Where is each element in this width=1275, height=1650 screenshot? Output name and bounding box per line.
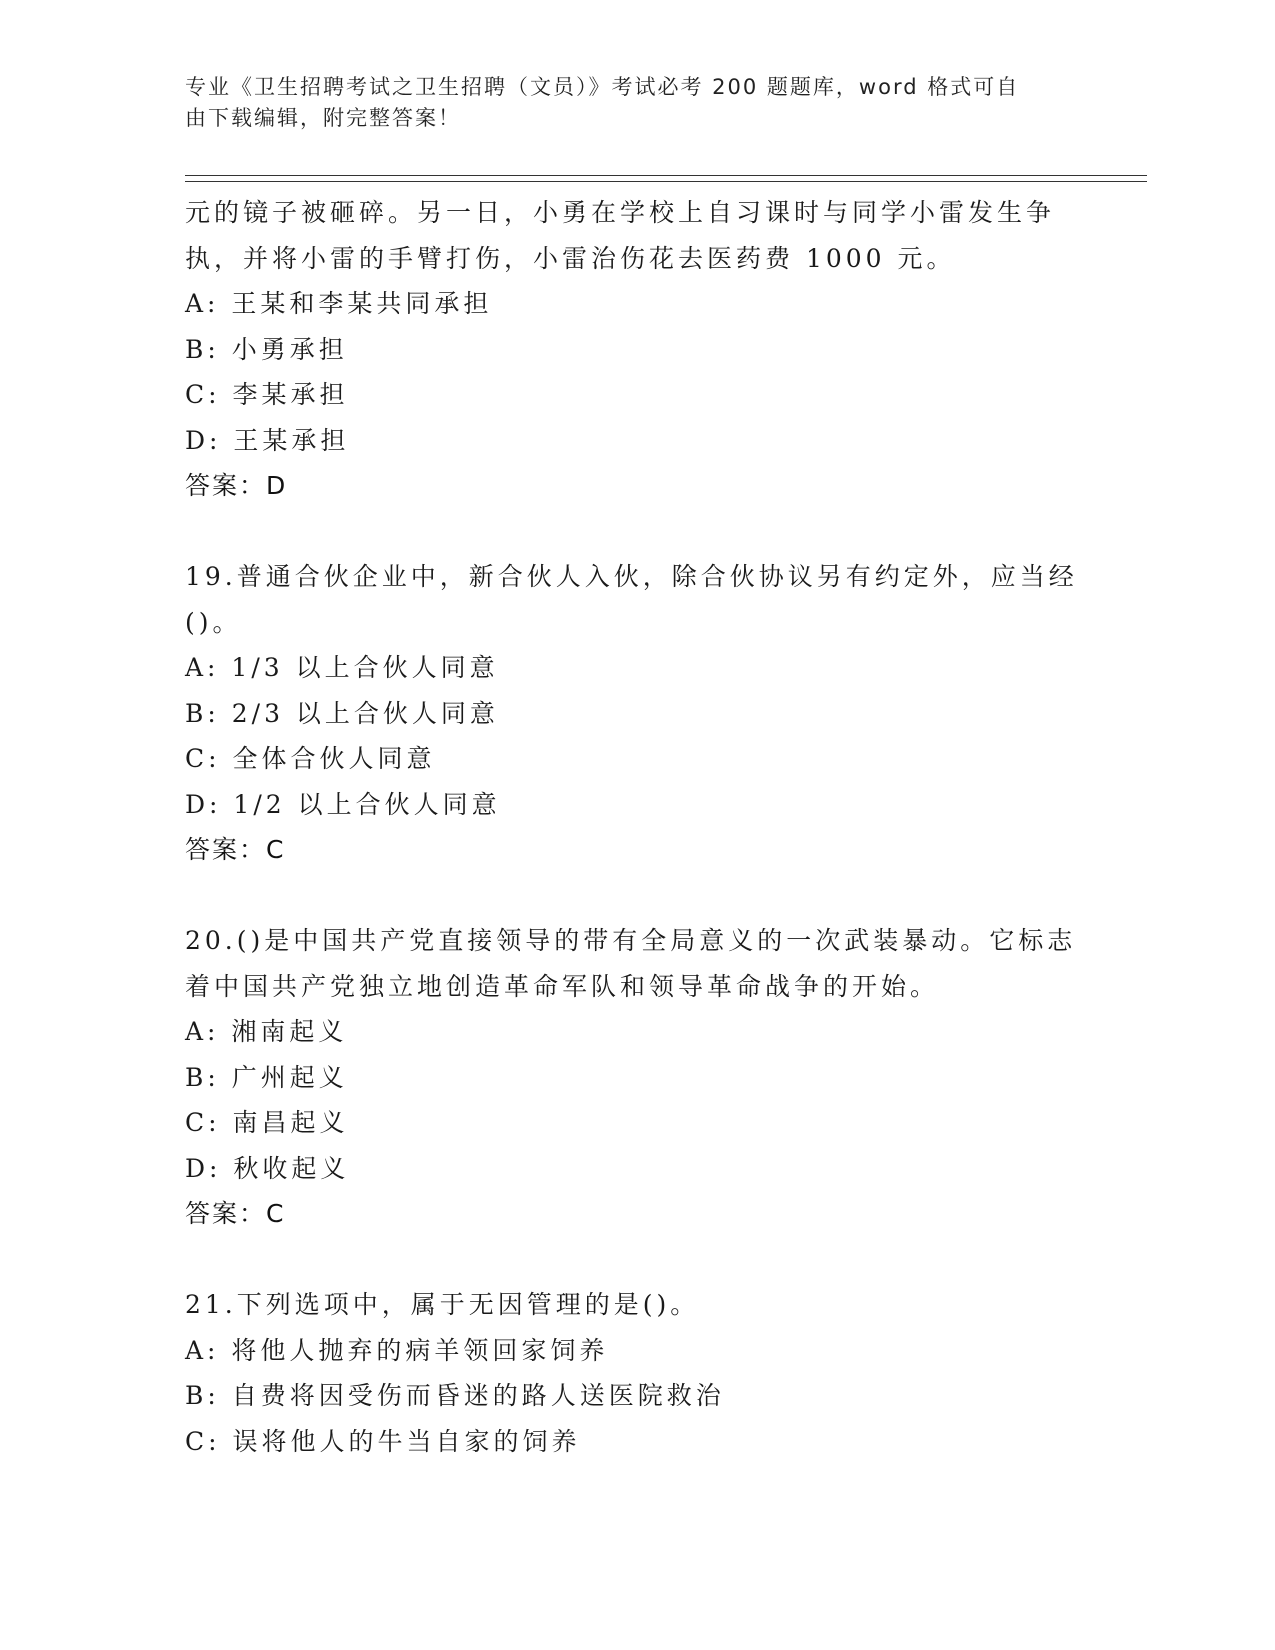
option-a: A: 王某和李某共同承担 bbox=[185, 289, 493, 318]
option-b: B: 2/3 以上合伙人同意 bbox=[185, 698, 499, 728]
option-a: A: 湘南起义 bbox=[185, 1017, 348, 1046]
question-19 bbox=[185, 554, 1085, 873]
question-stem-line: ()。 bbox=[185, 607, 242, 637]
answer-line: 答案：C bbox=[185, 835, 286, 864]
question-stem-line: 19.普通合伙企业中，新合伙人入伙，除合伙协议另有约定外，应当经 bbox=[185, 562, 1078, 591]
question-20 bbox=[185, 918, 1085, 1237]
question-stem-line: 20.()是中国共产党直接领导的带有全局意义的一次武装暴动。它标志 bbox=[185, 926, 1077, 955]
option-b: B: 自费将因受伤而昏迷的路人送医院救治 bbox=[185, 1381, 725, 1410]
question-stem-line: 元的镜子被砸碎。另一日，小勇在学校上自习课时与同学小雷发生争 bbox=[185, 198, 1056, 227]
document-body bbox=[185, 190, 1085, 1464]
option-b: B: 小勇承担 bbox=[185, 334, 348, 364]
question-21 bbox=[185, 1282, 1085, 1464]
question-stem-line: 执，并将小雷的手臂打伤，小雷治伤花去医药费 1000 元。 bbox=[185, 243, 956, 273]
answer-line: 答案：D bbox=[185, 471, 288, 500]
header-line-2: 由下载编辑，附完整答案！ bbox=[185, 106, 461, 130]
option-d: D: 秋收起义 bbox=[185, 1153, 350, 1183]
option-a: A: 将他人抛弃的病羊领回家饲养 bbox=[185, 1335, 609, 1365]
option-d: D: 王某承担 bbox=[185, 425, 350, 455]
question-stem-line: 着中国共产党独立地创造革命军队和领导革命战争的开始。 bbox=[185, 971, 940, 1001]
answer-line: 答案：C bbox=[185, 1199, 286, 1228]
option-d: D: 1/2 以上合伙人同意 bbox=[185, 789, 501, 819]
option-b: B: 广州起义 bbox=[185, 1062, 348, 1092]
option-c: C: 全体合伙人同意 bbox=[185, 744, 436, 773]
header-divider-bottom bbox=[185, 181, 1147, 182]
question-18-continued bbox=[185, 190, 1085, 509]
option-c: C: 南昌起义 bbox=[185, 1108, 349, 1137]
option-c: C: 李某承担 bbox=[185, 380, 349, 409]
question-spacer bbox=[185, 873, 1085, 919]
option-a: A: 1/3 以上合伙人同意 bbox=[185, 653, 499, 682]
option-c: C: 误将他人的牛当自家的饲养 bbox=[185, 1426, 581, 1456]
question-stem-line: 21.下列选项中，属于无因管理的是()。 bbox=[185, 1290, 700, 1319]
page-header bbox=[185, 72, 1085, 134]
question-spacer bbox=[185, 509, 1085, 555]
header-divider-top bbox=[185, 175, 1147, 176]
header-line-1: 专业《卫生招聘考试之卫生招聘（文员）》考试必考 200 题题库，word 格式可自 bbox=[185, 75, 1020, 99]
question-spacer bbox=[185, 1237, 1085, 1283]
